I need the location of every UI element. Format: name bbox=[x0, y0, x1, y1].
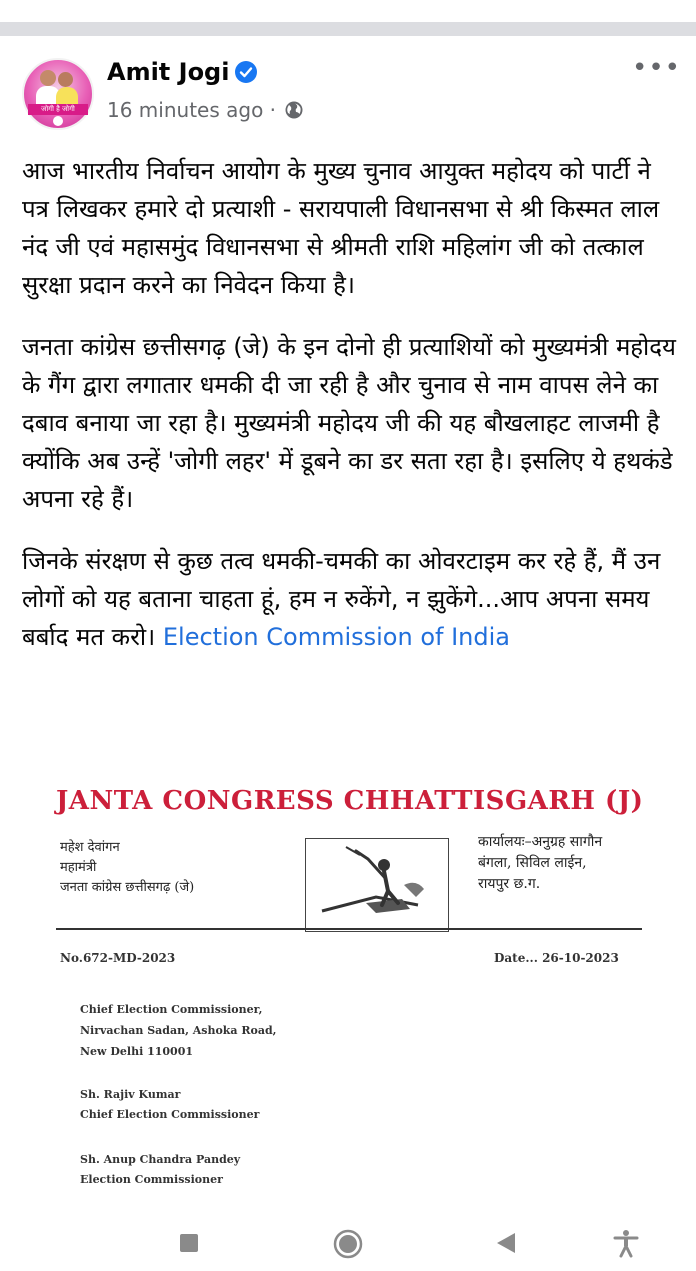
letterhead-right-line: रायपुर छ.ग. bbox=[478, 876, 541, 892]
recipient-name: Sh. Anup Chandra Pandey bbox=[80, 1153, 241, 1166]
letter-date: Date... 26-10-2023 bbox=[494, 951, 619, 965]
post-author[interactable] bbox=[107, 58, 257, 86]
address-line: Nirvachan Sadan, Ashoka Road, bbox=[80, 1024, 277, 1037]
mention-link[interactable]: Election Commission of India bbox=[162, 623, 510, 651]
recipient-title: Election Commissioner bbox=[80, 1173, 223, 1186]
recipient-name: Sh. Rajiv Kumar bbox=[80, 1088, 181, 1101]
avatar-emblem bbox=[53, 116, 63, 126]
letterhead-right-line: कार्यालयः–अनुग्रह सागौन bbox=[478, 834, 603, 850]
letter-recipient-1 bbox=[80, 1085, 259, 1125]
home-icon[interactable] bbox=[332, 1228, 362, 1258]
post-timestamp[interactable]: 16 minutes ago bbox=[107, 98, 264, 122]
verified-badge-icon bbox=[235, 61, 257, 83]
status-strip bbox=[0, 0, 696, 23]
letter-recipient-2 bbox=[80, 1150, 240, 1190]
letterhead-title: JANTA CONGRESS CHHATTISGARH (J) bbox=[56, 786, 644, 816]
meta-separator: · bbox=[269, 98, 277, 122]
letterhead-left bbox=[60, 838, 194, 898]
post-paragraph-1: आज भारतीय निर्वाचन आयोग के मुख्य चुनाव आयुक्त महोदय को पार्टी ने पत्र लिखकर हमारे दो प्रत्याशी - सरायपाली विधानसभा से श्री किस्मत लाल नंद जी एवं महासमुंद विधानसभा से श्रीमती राशि महिलांग जी को तत्काल सुरक्षा प्रदान करने का निवेदन किया है। bbox=[22, 157, 660, 299]
avatar-face-right bbox=[58, 72, 73, 87]
system-nav-bar bbox=[0, 1214, 696, 1271]
author-name[interactable]: Amit Jogi bbox=[107, 58, 230, 86]
post-paragraph-2: जनता कांग्रेस छत्तीसगढ़ (जे) के इन दोनो ही प्रत्याशियों को मुख्यमंत्री महोदय के गैंग द्वारा लगातार धमकी दी जा रही है और चुनाव से नाम वापस लेने का दबाव बनाया जा रहा है। मुख्यमंत्री महोदय जी की यह बौखलाहट लाजमी है क्योंकि अब उन्हें 'जोगी लहर' में डूबने का डर सता रहा है। इसलिए ये हथकंडे अपना रहे हैं। bbox=[22, 333, 676, 513]
party-logo-icon bbox=[305, 838, 449, 932]
letter-address bbox=[80, 999, 277, 1062]
post-card bbox=[0, 36, 696, 1214]
address-line: New Delhi 110001 bbox=[80, 1045, 193, 1058]
post-meta bbox=[107, 98, 304, 125]
avatar[interactable] bbox=[22, 58, 94, 130]
post-paragraph-3-text: जिनके संरक्षण से कुछ तत्व धमकी-चमकी का ओवरटाइम कर रहे हैं, मैं उन लोगों को यह बताना चाहता हूं, हम न रुकेंगे, न झुकेंगे...आप अपना समय बर्बाद मत करो। bbox=[22, 547, 661, 651]
accessibility-icon[interactable] bbox=[611, 1228, 641, 1258]
letterhead-divider bbox=[56, 928, 642, 930]
letterhead-left-line: जनता कांग्रेस छत्तीसगढ़ (जे) bbox=[60, 880, 195, 895]
public-globe-icon bbox=[284, 100, 304, 125]
letterhead-right bbox=[478, 832, 602, 895]
post-paragraph-3 bbox=[22, 542, 678, 656]
avatar-banner: जोगी है जोगी bbox=[28, 104, 88, 115]
post-text bbox=[22, 152, 678, 680]
attached-letter-image[interactable] bbox=[0, 752, 696, 1214]
address-line: Chief Election Commissioner, bbox=[80, 1003, 263, 1016]
letterhead-left-line: महेश देवांगन bbox=[60, 840, 120, 855]
more-options-button[interactable]: ••• bbox=[632, 53, 682, 83]
recipient-title: Chief Election Commissioner bbox=[80, 1108, 260, 1121]
back-icon[interactable] bbox=[491, 1228, 521, 1258]
letterhead-left-line: महामंत्री bbox=[60, 860, 97, 875]
avatar-face-left bbox=[40, 70, 56, 86]
letterhead-right-line: बंगला, सिविल लाईन, bbox=[478, 855, 587, 871]
letter-ref-number: No.672-MD-2023 bbox=[60, 951, 176, 965]
recent-apps-icon[interactable] bbox=[174, 1228, 204, 1258]
feed-separator bbox=[0, 22, 696, 36]
